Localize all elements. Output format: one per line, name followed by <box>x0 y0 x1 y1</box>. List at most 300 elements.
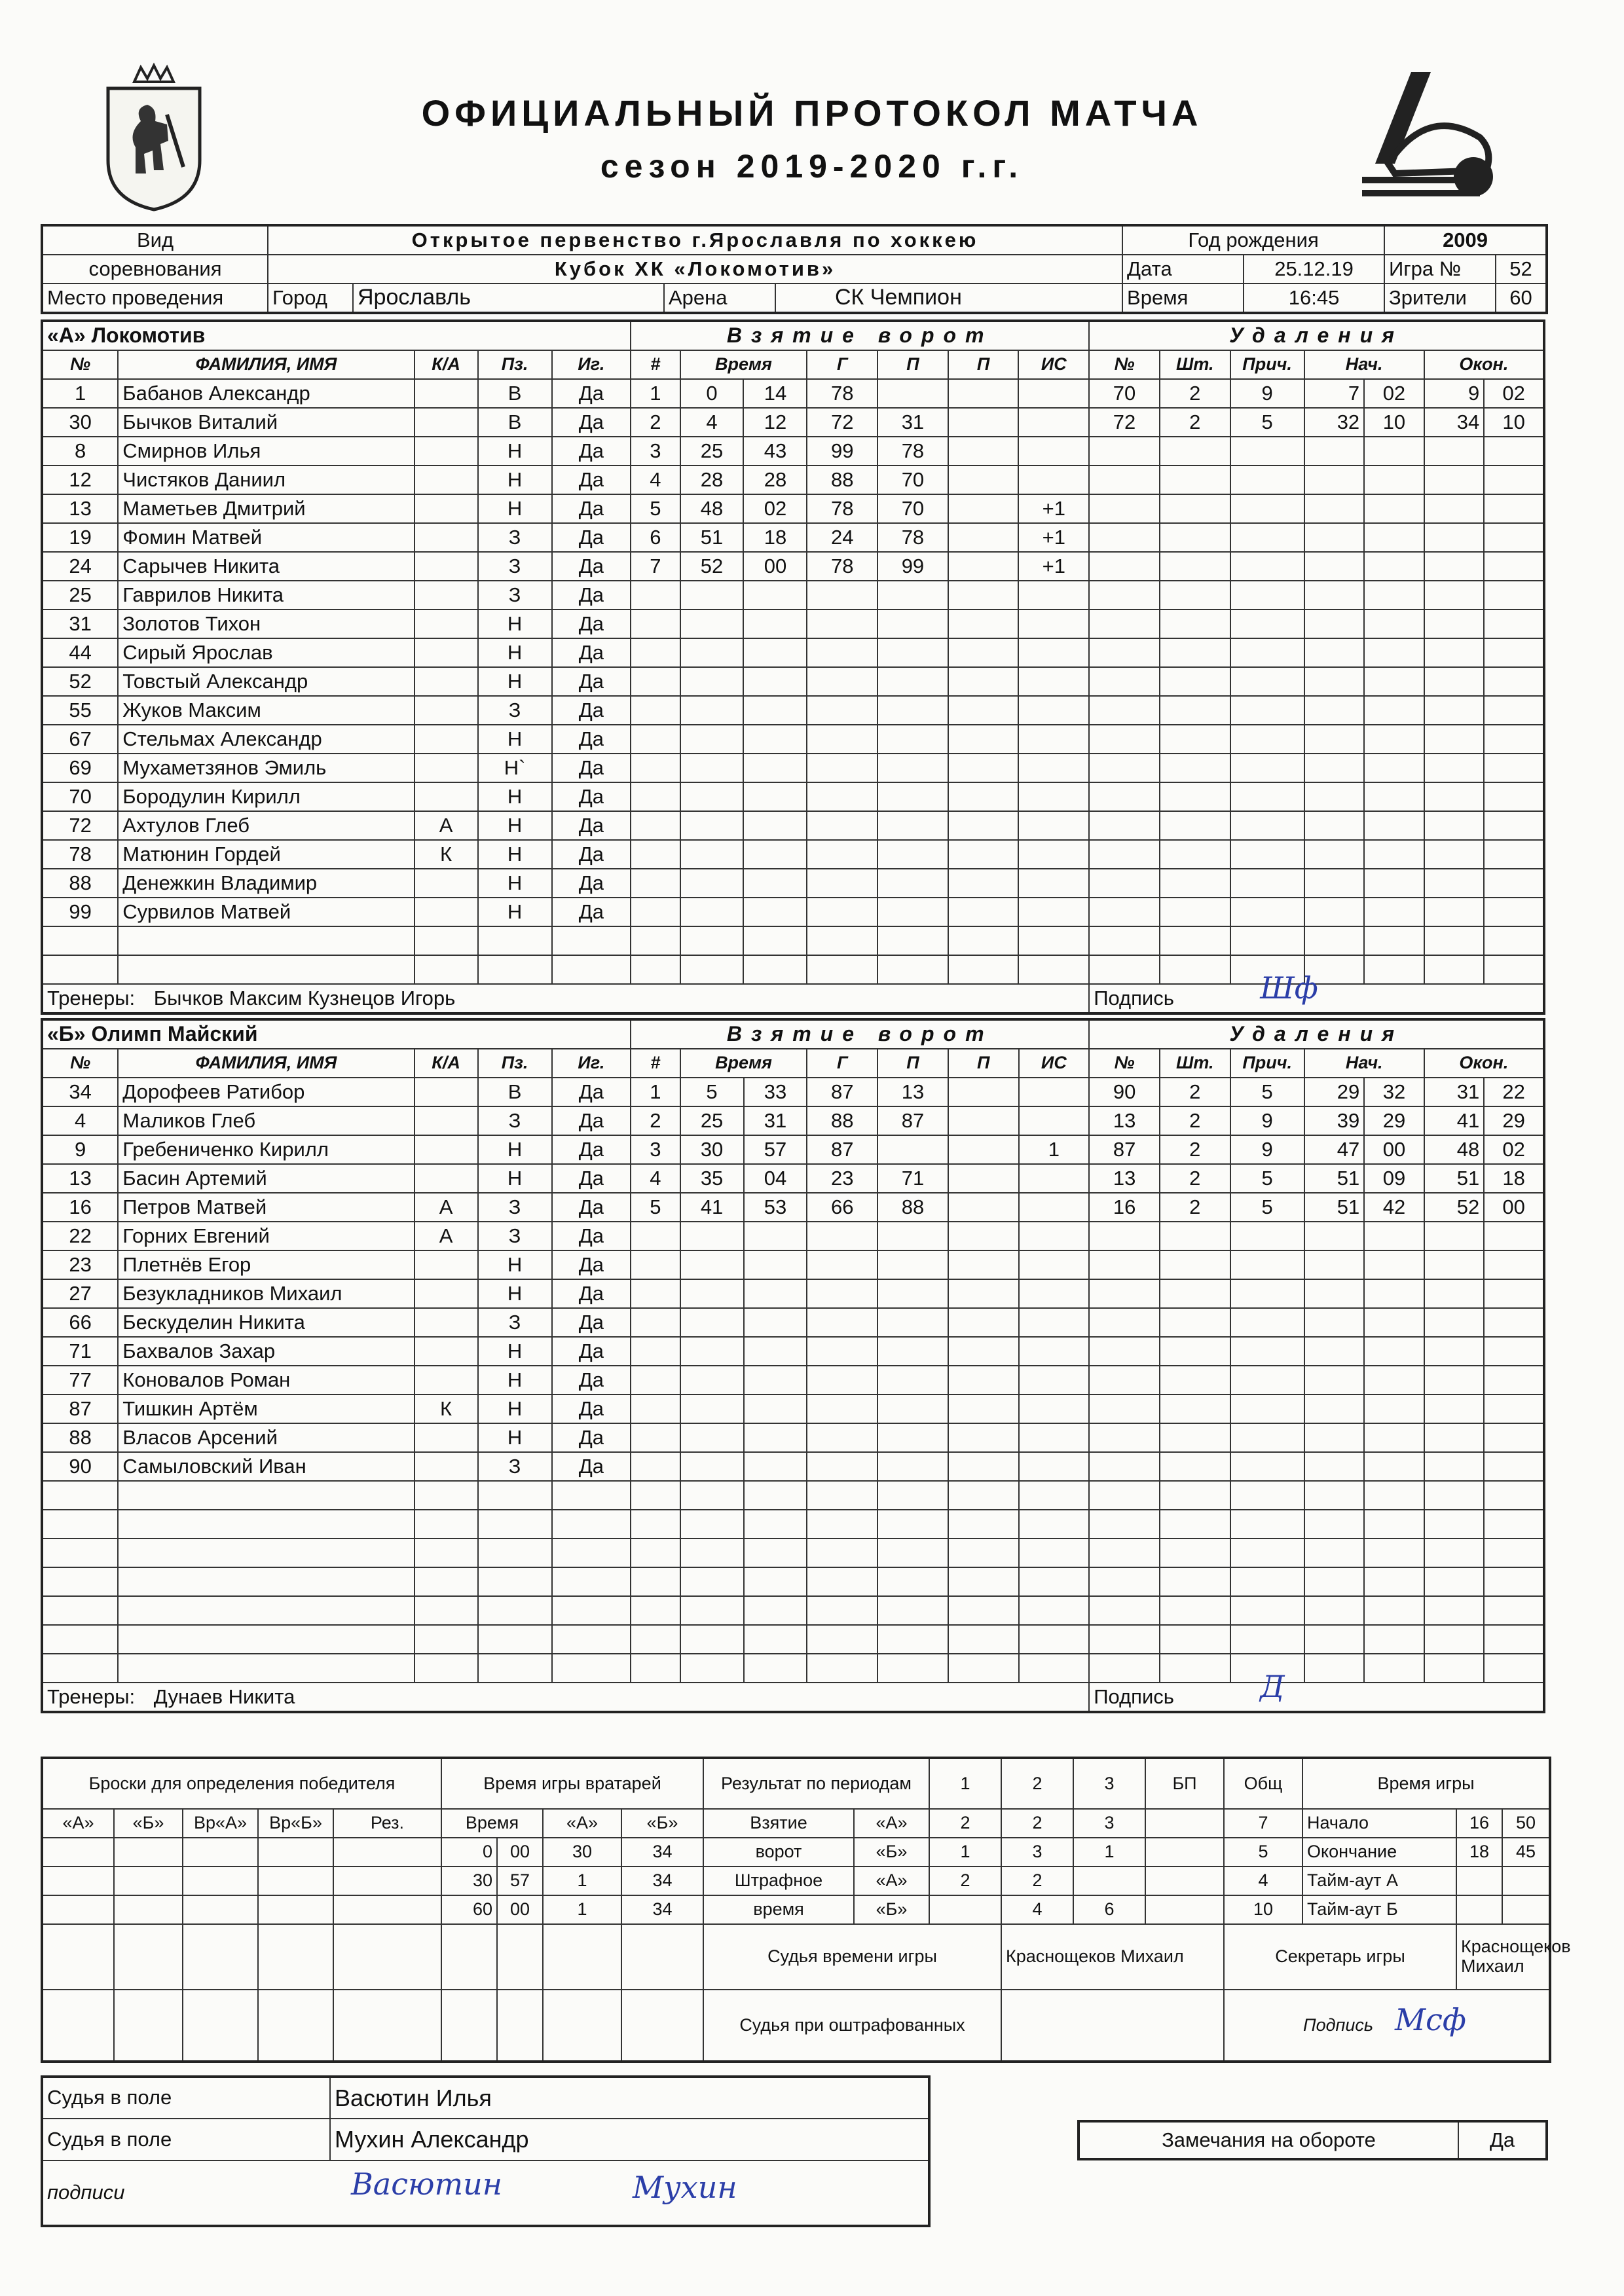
goal-number <box>631 1308 680 1337</box>
table-row <box>42 638 1544 667</box>
goal-assist-2 <box>948 1625 1019 1654</box>
goal-scorer <box>807 1366 877 1394</box>
time-value: 16:45 <box>1244 283 1384 313</box>
table-row <box>42 1452 1544 1481</box>
time-judge-name: Краснощеков Михаил <box>1001 1924 1224 1990</box>
penalty-start-sec <box>1364 465 1424 494</box>
goal-assist-1: 31 <box>877 408 948 437</box>
goal-number <box>631 754 680 782</box>
player-played: Да <box>552 610 631 638</box>
goal-minute <box>680 1625 744 1654</box>
player-position: Н <box>478 1135 552 1164</box>
penalty-start-sec <box>1364 1539 1424 1567</box>
table-row <box>42 754 1544 782</box>
goal-situation <box>1019 1596 1090 1625</box>
penalty-start-min <box>1304 1366 1365 1394</box>
team-b-col-ig: Иг. <box>552 1049 631 1078</box>
team-b-signature-cell <box>1089 1669 1544 1712</box>
penalty-reason <box>1230 725 1304 754</box>
goalie-row2-min: 30 <box>441 1867 497 1895</box>
penalty-start-sec <box>1364 523 1424 552</box>
player-played: Да <box>552 667 631 696</box>
penalty-reason <box>1230 1452 1304 1481</box>
goal-situation <box>1018 869 1089 898</box>
team-a-trainers-cell <box>42 984 1089 1013</box>
penalty-start-sec <box>1364 898 1424 926</box>
goal-number: 6 <box>631 523 680 552</box>
player-captain <box>415 1308 478 1337</box>
goal-situation <box>1018 754 1089 782</box>
goal-scorer <box>807 1510 877 1539</box>
goal-second <box>744 1452 807 1481</box>
table-row <box>42 523 1544 552</box>
penalty-start-sec: 09 <box>1364 1164 1424 1193</box>
goal-number: 4 <box>631 1164 680 1193</box>
player-name <box>118 955 414 984</box>
penalty-end-min <box>1424 926 1485 955</box>
player-captain <box>415 437 478 465</box>
player-name: Товстый Александр <box>118 667 414 696</box>
penalty-end-min <box>1424 840 1485 869</box>
penalty-end-sec <box>1484 1308 1544 1337</box>
penalty-player <box>1089 1510 1160 1539</box>
goal-scorer <box>807 955 877 984</box>
secretary-name: Краснощеков Михаил <box>1456 1924 1550 1990</box>
goal-minute: 4 <box>680 408 744 437</box>
summary-table <box>41 1757 1571 2063</box>
player-number: 16 <box>42 1193 118 1222</box>
goal-scorer <box>807 1481 877 1510</box>
goal-scorer: 78 <box>807 379 877 408</box>
goal-assist-1 <box>877 1250 948 1279</box>
penalty-start-sec: 32 <box>1364 1078 1424 1106</box>
vid-label: Вид <box>42 225 268 255</box>
team-b-goal-col-p2: П <box>948 1049 1019 1078</box>
goal-assist-2 <box>948 1222 1019 1250</box>
goal-minute: 0 <box>680 379 744 408</box>
player-played: Да <box>552 494 631 523</box>
player-name: Жуков Максим <box>118 696 414 725</box>
player-position: З <box>478 1452 552 1481</box>
pen-a-p1: 2 <box>929 1867 1001 1895</box>
goal-situation <box>1018 811 1089 840</box>
penalty-end-min: 48 <box>1424 1135 1485 1164</box>
goal-scorer <box>807 667 877 696</box>
penalty-end-min: 31 <box>1424 1078 1485 1106</box>
player-name <box>118 1481 414 1510</box>
table-row <box>42 1222 1544 1250</box>
goal-assist-1: 88 <box>877 1193 948 1222</box>
goals-a-p3: 3 <box>1073 1809 1145 1838</box>
penalty-end-min <box>1424 1394 1485 1423</box>
penalty-end-min <box>1424 1567 1485 1596</box>
goal-number: 3 <box>631 1135 680 1164</box>
goal-number <box>631 581 680 610</box>
goal-minute <box>680 1567 744 1596</box>
team-b-col-pos: Пз. <box>478 1049 552 1078</box>
shootout-col-gk-a: Вр«А» <box>183 1809 258 1838</box>
penalty-start-min <box>1304 523 1365 552</box>
penalty-player <box>1089 581 1160 610</box>
player-number: 34 <box>42 1078 118 1106</box>
goal-situation <box>1019 1423 1090 1452</box>
player-played: Да <box>552 1250 631 1279</box>
goal-second <box>744 1481 807 1510</box>
goal-situation <box>1019 1222 1090 1250</box>
penalty-start-sec <box>1364 840 1424 869</box>
goal-minute: 52 <box>680 552 744 581</box>
penalty-minutes <box>1160 725 1230 754</box>
goal-situation <box>1018 610 1089 638</box>
goals-b-total: 5 <box>1224 1838 1302 1867</box>
penalty-reason: 5 <box>1230 1078 1304 1106</box>
penalty-start-min <box>1304 494 1365 523</box>
penalty-end-sec <box>1484 811 1544 840</box>
penalty-end-sec <box>1484 1625 1544 1654</box>
team-b-col-name: ФАМИЛИЯ, ИМЯ <box>118 1049 414 1078</box>
player-number: 1 <box>42 379 118 408</box>
birth-year-label: Год рождения <box>1122 225 1384 255</box>
player-played <box>552 1567 631 1596</box>
goal-number <box>631 696 680 725</box>
timeout-b-label: Тайм-аут Б <box>1302 1895 1456 1924</box>
penalty-start-sec <box>1364 1481 1424 1510</box>
page-title: ОФИЦИАЛЬНЫЙ ПРОТОКОЛ МАТЧА <box>421 92 1203 134</box>
goal-number <box>631 955 680 984</box>
goal-scorer <box>807 696 877 725</box>
goal-second <box>743 926 807 955</box>
penalty-minutes <box>1160 782 1230 811</box>
period-col-3: 3 <box>1073 1758 1145 1809</box>
goal-minute <box>680 1366 744 1394</box>
goal-situation <box>1019 1510 1090 1539</box>
secretary-signature-cell <box>1224 1990 1550 2062</box>
penalty-start-min <box>1304 754 1365 782</box>
penalty-start-min: 51 <box>1304 1164 1365 1193</box>
penalty-start-min: 29 <box>1304 1078 1365 1106</box>
goal-assist-2 <box>948 523 1019 552</box>
penalty-end-sec: 10 <box>1484 408 1544 437</box>
player-position: Н <box>478 1164 552 1193</box>
player-number: 44 <box>42 638 118 667</box>
field-judge-label-1: Судья в поле <box>42 2077 330 2119</box>
penalty-start-min <box>1304 638 1365 667</box>
penalty-start-sec <box>1364 610 1424 638</box>
player-number <box>42 926 118 955</box>
penalty-end-sec: 29 <box>1484 1106 1544 1135</box>
penalty-player <box>1089 926 1160 955</box>
penalty-minutes <box>1160 898 1230 926</box>
goal-second <box>744 1366 807 1394</box>
player-position: З <box>478 523 552 552</box>
goalies-col-a: «А» <box>543 1809 621 1838</box>
coach-signature: Шф <box>1260 970 1318 1006</box>
penalty-end-min: 9 <box>1424 379 1485 408</box>
player-played: Да <box>552 754 631 782</box>
player-number <box>42 1625 118 1654</box>
table-row <box>42 1596 1544 1625</box>
penalty-reason <box>1230 494 1304 523</box>
goal-situation <box>1018 782 1089 811</box>
match-info-table <box>41 224 1548 314</box>
penalty-start-sec: 10 <box>1364 408 1424 437</box>
penalty-end-min <box>1424 1279 1485 1308</box>
penalty-player <box>1089 869 1160 898</box>
team-b-penalties-title: Удаления <box>1089 1019 1544 1049</box>
player-captain <box>415 1366 478 1394</box>
penalty-end-sec <box>1484 1567 1544 1596</box>
date-value: 25.12.19 <box>1244 255 1384 283</box>
goal-assist-1 <box>877 1135 948 1164</box>
player-number: 13 <box>42 494 118 523</box>
start-hours: 16 <box>1456 1809 1502 1838</box>
penalty-player <box>1089 610 1160 638</box>
goal-scorer <box>807 1222 877 1250</box>
player-position <box>478 1654 552 1683</box>
penalty-start-sec <box>1364 782 1424 811</box>
player-position: Н <box>478 494 552 523</box>
player-name: Сурвилов Матвей <box>118 898 414 926</box>
player-played <box>552 1539 631 1567</box>
player-played: Да <box>552 523 631 552</box>
penalty-reason <box>1230 869 1304 898</box>
penalty-end-min <box>1424 1654 1485 1683</box>
player-number: 71 <box>42 1337 118 1366</box>
table-row <box>42 1567 1544 1596</box>
team-a-signature-cell <box>1089 970 1544 1013</box>
team-b-team-label: «Б» Олимп Майский <box>42 1019 631 1049</box>
city-label: Город <box>268 283 353 313</box>
goal-minute: 5 <box>680 1078 744 1106</box>
penalty-end-sec <box>1484 1337 1544 1366</box>
penalty-end-min <box>1424 523 1485 552</box>
game-time-title: Время игры <box>1302 1758 1550 1809</box>
pen-b-total: 10 <box>1224 1895 1302 1924</box>
penalty-end-sec <box>1484 725 1544 754</box>
goal-number <box>631 1539 680 1567</box>
goal-number <box>631 1423 680 1452</box>
player-captain: К <box>415 840 478 869</box>
goal-minute <box>680 696 744 725</box>
penalty-end-sec <box>1484 1423 1544 1452</box>
penalty-minutes: 2 <box>1160 408 1230 437</box>
goal-situation <box>1019 1539 1090 1567</box>
goal-minute <box>680 1654 744 1683</box>
shootout-col-gk-b: Вр«Б» <box>258 1809 333 1838</box>
goal-assist-2 <box>948 1279 1019 1308</box>
goal-scorer <box>807 754 877 782</box>
period-col-1: 1 <box>929 1758 1001 1809</box>
goal-assist-2 <box>948 1366 1019 1394</box>
player-position <box>478 955 552 984</box>
player-name <box>118 1539 414 1567</box>
goal-situation <box>1018 437 1089 465</box>
team-b-goal-col-is: ИС <box>1019 1049 1090 1078</box>
penalty-player: 87 <box>1089 1135 1160 1164</box>
penalty-player <box>1089 638 1160 667</box>
player-number: 87 <box>42 1394 118 1423</box>
player-captain <box>415 1279 478 1308</box>
goal-second <box>743 610 807 638</box>
goal-minute <box>680 610 744 638</box>
competition-line1: Открытое первенство г.Ярославля по хоккею <box>268 225 1122 255</box>
table-row <box>42 1337 1544 1366</box>
penalty-reason <box>1230 1625 1304 1654</box>
penalty-minutes <box>1160 1625 1230 1654</box>
team-a-goal-col-p1: П <box>877 350 948 379</box>
player-number <box>42 1567 118 1596</box>
penalty-reason <box>1230 1394 1304 1423</box>
secretary-signature: Мсф <box>1395 2002 1466 2037</box>
player-captain <box>415 782 478 811</box>
player-played: Да <box>552 1394 631 1423</box>
goal-scorer: 24 <box>807 523 877 552</box>
penalty-reason <box>1230 1596 1304 1625</box>
penalty-reason: 9 <box>1230 379 1304 408</box>
player-position <box>478 1481 552 1510</box>
penalty-end-sec <box>1484 494 1544 523</box>
team-b-pen-col-nach: Нач. <box>1304 1049 1424 1078</box>
player-number: 52 <box>42 667 118 696</box>
goal-second <box>743 725 807 754</box>
goal-scorer <box>807 1279 877 1308</box>
goal-number: 2 <box>631 1106 680 1135</box>
penalty-end-min <box>1424 898 1485 926</box>
player-captain <box>415 1250 478 1279</box>
player-played: Да <box>552 1164 631 1193</box>
penalty-minutes: 2 <box>1160 1078 1230 1106</box>
player-captain <box>415 754 478 782</box>
penalty-start-min <box>1304 1337 1365 1366</box>
player-captain <box>415 667 478 696</box>
penalty-reason: 5 <box>1230 408 1304 437</box>
penalty-end-min <box>1424 1510 1485 1539</box>
goal-second <box>743 840 807 869</box>
penalty-player <box>1089 1222 1160 1250</box>
goal-number <box>631 926 680 955</box>
goal-minute <box>680 638 744 667</box>
player-captain <box>415 696 478 725</box>
penalty-minutes: 2 <box>1160 1106 1230 1135</box>
goal-scorer <box>807 1423 877 1452</box>
player-name <box>118 1625 414 1654</box>
penalty-reason <box>1230 782 1304 811</box>
goal-assist-1 <box>877 725 948 754</box>
penalty-start-min <box>1304 1423 1365 1452</box>
time-label: Время <box>1122 283 1244 313</box>
penalty-minutes <box>1160 523 1230 552</box>
penalty-player <box>1089 782 1160 811</box>
penalty-reason <box>1230 610 1304 638</box>
penalty-start-min <box>1304 926 1365 955</box>
table-row <box>42 1423 1544 1452</box>
player-played: Да <box>552 725 631 754</box>
goal-situation <box>1018 840 1089 869</box>
goal-minute <box>680 725 744 754</box>
goal-minute <box>680 754 744 782</box>
goal-number <box>631 1366 680 1394</box>
player-name: Золотов Тихон <box>118 610 414 638</box>
penalty-end-sec <box>1484 1481 1544 1510</box>
player-captain <box>415 1625 478 1654</box>
goal-scorer: 88 <box>807 465 877 494</box>
penalty-start-sec <box>1364 494 1424 523</box>
team-b-trainers-cell <box>42 1683 1089 1712</box>
goal-situation <box>1018 725 1089 754</box>
player-number: 27 <box>42 1279 118 1308</box>
player-position: Н <box>478 1250 552 1279</box>
penalty-player <box>1089 1654 1160 1683</box>
penalty-end-min <box>1424 1337 1485 1366</box>
penalty-start-min <box>1304 610 1365 638</box>
goal-situation <box>1018 667 1089 696</box>
penalty-minutes: 2 <box>1160 379 1230 408</box>
goal-assist-1 <box>877 1222 948 1250</box>
goal-scorer <box>807 811 877 840</box>
goal-assist-2 <box>948 1539 1019 1567</box>
penalty-judge-label: Судья при оштрафованных <box>703 1990 1001 2062</box>
goal-minute: 35 <box>680 1164 744 1193</box>
penalty-end-min <box>1424 754 1485 782</box>
player-number: 22 <box>42 1222 118 1250</box>
goals-b-p2: 3 <box>1001 1838 1073 1867</box>
goal-number <box>631 1394 680 1423</box>
penalty-minutes <box>1160 926 1230 955</box>
city-value: Ярославль <box>353 283 664 313</box>
penalty-player <box>1089 1308 1160 1337</box>
goal-number: 1 <box>631 1078 680 1106</box>
goal-scorer: 88 <box>807 1106 877 1135</box>
penalty-reason <box>1230 898 1304 926</box>
player-played: Да <box>552 1106 631 1135</box>
penalty-start-min <box>1304 465 1365 494</box>
penalty-start-min <box>1304 1222 1365 1250</box>
goal-number: 2 <box>631 408 680 437</box>
table-row <box>42 465 1544 494</box>
player-number: 30 <box>42 408 118 437</box>
player-name: Басин Артемий <box>118 1164 414 1193</box>
team-b-goal-col-time: Время <box>680 1049 807 1078</box>
player-position: З <box>478 1106 552 1135</box>
team-a-pen-col-no: № <box>1089 350 1160 379</box>
table-row <box>42 1510 1544 1539</box>
goalies-col-b: «Б» <box>621 1809 703 1838</box>
penalty-start-sec <box>1364 1279 1424 1308</box>
goal-situation <box>1018 898 1089 926</box>
goal-assist-2 <box>948 1481 1019 1510</box>
player-position: В <box>478 379 552 408</box>
penalty-player <box>1089 696 1160 725</box>
goal-minute <box>680 782 744 811</box>
goal-number: 5 <box>631 494 680 523</box>
player-position: Н <box>478 869 552 898</box>
goal-assist-1 <box>877 1308 948 1337</box>
player-number: 88 <box>42 869 118 898</box>
penalty-minutes <box>1160 552 1230 581</box>
goal-scorer <box>807 782 877 811</box>
player-number <box>42 1596 118 1625</box>
goal-scorer: 23 <box>807 1164 877 1193</box>
goal-number <box>631 1481 680 1510</box>
goal-assist-1 <box>877 1337 948 1366</box>
team-b-pen-col-prich: Прич. <box>1230 1049 1304 1078</box>
lokomotiv-logo-icon <box>1349 65 1506 210</box>
penalty-end-sec <box>1484 1654 1544 1683</box>
team-b-goals-title: Взятие ворот <box>631 1019 1089 1049</box>
player-number: 72 <box>42 811 118 840</box>
penalty-start-min <box>1304 811 1365 840</box>
player-captain <box>415 926 478 955</box>
